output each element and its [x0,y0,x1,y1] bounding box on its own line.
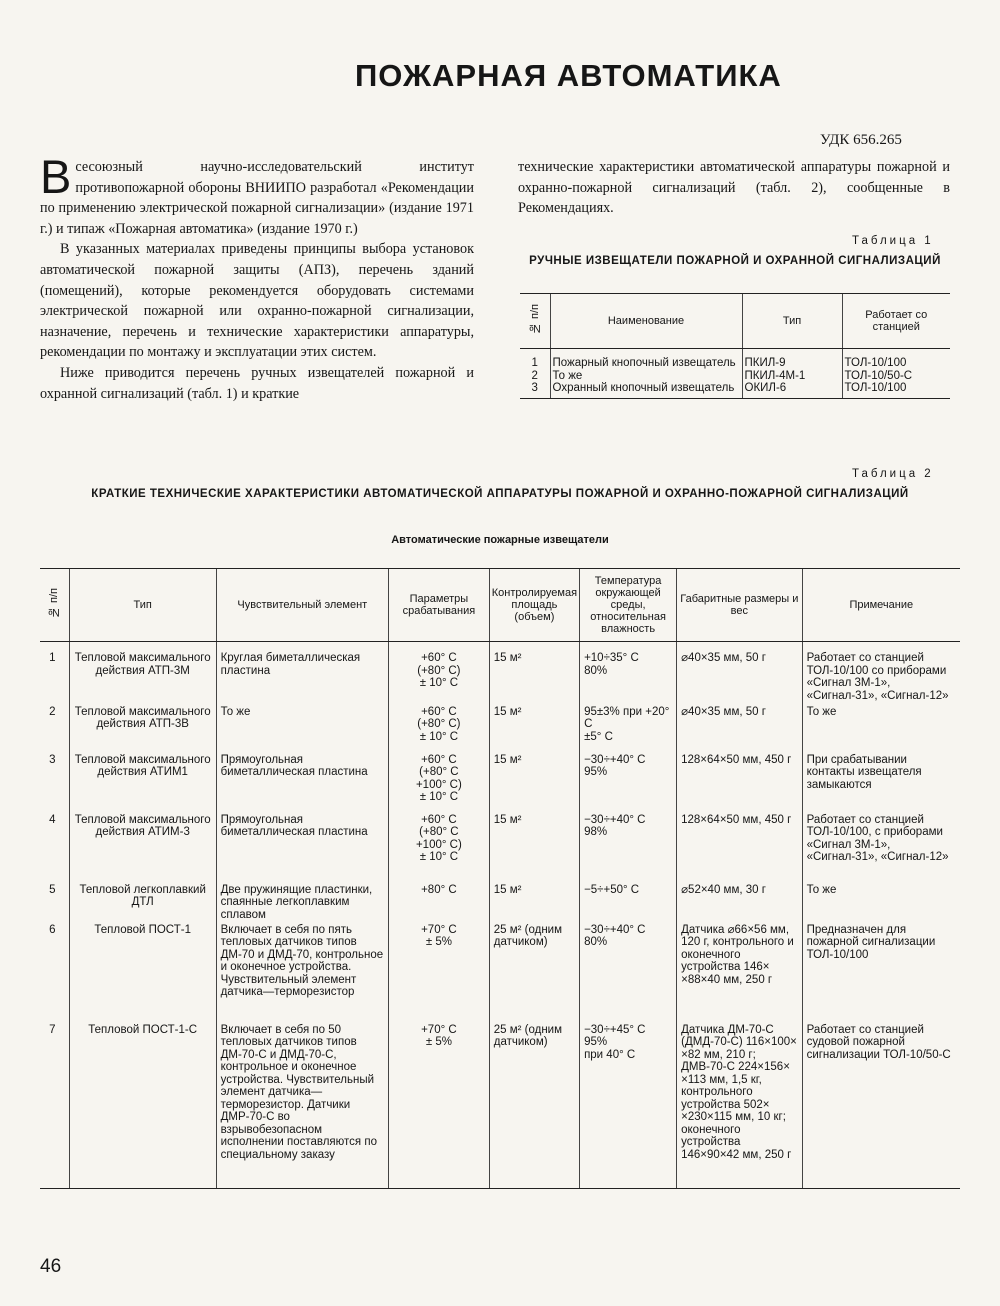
table2-header-area: Контролируемая площадь (объем) [489,569,579,642]
intro-paragraph-2: В указанных материалах приведены принципы выбора установок автоматической пожарной защиты (АПЗ), перечень зданий (помещений), которые рекомендуется оборудовать системами электрической пожарной или охранно-пожарной сигнализации, назначение, перечень и технические характеристики аппаратуры, рекомендации по монтажу и эксплуатации этих систем. [40,241,474,361]
table-cell: −5÷+50° С [580,884,677,924]
table-cell: 2 [49,705,56,718]
table-cell: Охранный кнопочный извещатель [550,382,742,398]
table-cell: Тепловой максимального действия АТП-3В [69,706,216,754]
table-cell: 25 м² (одним датчиком) [489,924,579,1024]
table-cell: ОКИЛ-6 [742,382,842,398]
table-cell: ПКИЛ-9 [742,349,842,370]
table-cell: 3 [49,753,56,766]
table-cell: То же [216,706,388,754]
table-cell: Прямоугольная биметаллическая пластина [216,754,388,814]
table2 [40,568,960,1189]
table-cell: +60° С (+80° С) ± 10° С [389,706,490,754]
table-cell: Работает со станцией ТОЛ-10/100, с приборами «Сигнал 3М-1», «Сигнал-31», «Сигнал-12» [802,814,960,884]
intro-right-column [518,157,950,219]
table-cell: 25 м² (одним датчиком) [489,1024,579,1189]
table-cell: Работает со станцией ТОЛ-10/100 со приборами «Сигнал 3М-1», «Сигнал-31», «Сигнал-12» [802,642,960,706]
table-cell: 15 м² [489,884,579,924]
table-cell: При срабатывании контакты извещателя замыкаются [802,754,960,814]
table-cell: +60° С (+80° С) ± 10° С [389,642,490,706]
table-cell: Датчика ⌀66×56 мм, 120 г, контрольного и оконечного устройства 146× ×88×40 мм, 250 г [677,924,802,1024]
table-cell: −30÷+40° С 80% [580,924,677,1024]
table2-header-params: Параметры срабатывания [389,569,490,642]
table-cell: 1 [49,652,56,664]
table1-header-num: № п/п [520,294,550,349]
table-cell: +10÷35° С 80% [580,642,677,706]
table-row [520,382,950,398]
table-cell: Тепловой максимального действия АТП-3М [69,642,216,706]
table2-header-num: № п/п [40,569,69,642]
table-row [40,1024,960,1189]
intro-left-column [40,150,474,404]
table-cell: 15 м² [489,642,579,706]
table-row [40,884,960,924]
intro-paragraph-4: технические характеристики автоматической аппаратуры пожарной и охранно-пожарной сигнализаций (табл. 2), сообщенные в Рекомендациях. [518,159,950,217]
table-row [40,754,960,814]
page-number: 46 [40,1256,62,1277]
table-cell: 2 [531,369,538,382]
table-cell: 15 м² [489,814,579,884]
table-cell: 7 [40,1024,69,1189]
table-row [520,349,950,370]
page-title: ПОЖАРНАЯ АВТОМАТИКА [355,58,782,93]
table-cell: −30÷+45° С 95% при 40° С [580,1024,677,1189]
table-cell: −30÷+40° С 95% [580,754,677,814]
udk-code: УДК 656.265 [820,132,902,148]
table-cell: 15 м² [489,754,579,814]
table-cell: 15 м² [489,706,579,754]
table-cell: Предназначен для пожарной сигнализации ТОЛ-10/100 [802,924,960,1024]
intro-paragraph-1: Всесоюзный научно-исследовательский институт противопожарной обороны ВНИИПО разработал «Рекомендации по применению электрической пожарной сигнализации» (издание 1971 г.) и типаж «Пожарная автоматика» (издание 1970 г.) [40,150,474,237]
table-cell: Пожарный кнопочный извещатель [550,349,742,370]
table1-header-type: Тип [742,294,842,349]
table-cell: +60° С (+80° С +100° С) ± 10° С [389,754,490,814]
table-row [40,642,960,706]
table2-header-note: Примечание [802,569,960,642]
table1-header-station: Работает со станцией [842,294,950,349]
table-cell: Включает в себя по пять тепловых датчиков типов ДМ-70 и ДМД-70, контрольное и оконечное устройства. Чувствительный элемент датчика—терморезистор [216,924,388,1024]
table-cell: То же [802,884,960,924]
table2-subtitle: Автоматические пожарные извещатели [391,534,609,546]
table-cell: ⌀40×35 мм, 50 г [677,706,802,754]
table-row [40,924,960,1024]
table-cell: ⌀40×35 мм, 50 г [677,642,802,706]
table-cell: ТОЛ-10/100 [842,382,950,398]
table-cell: ТОЛ-10/50-С [842,370,950,383]
table-cell: Две пружинящие пластинки, спаянные легкоплавким сплавом [216,884,388,924]
table-row [40,706,960,754]
table-row [40,814,960,884]
table2-header-dimensions: Габаритные размеры и вес [677,569,802,642]
table-cell: То же [550,370,742,383]
table-cell: 3 [520,382,550,398]
table-cell: +60° С (+80° С +100° С) ± 10° С [389,814,490,884]
table-cell: То же [802,706,960,754]
table-cell: +70° С ± 5% [389,1024,490,1189]
intro-paragraph-3: Ниже приводится перечень ручных извещателей пожарной и охранной сигнализаций (табл. 1) и краткие [40,364,474,402]
table-cell: Круглая биметаллическая пластина [216,642,388,706]
table-cell: Тепловой максимального действия АТИМ1 [69,754,216,814]
table1 [520,293,950,399]
table-cell: 1 [531,357,538,369]
table2-header-type: Тип [69,569,216,642]
table-cell: Включает в себя по 50 тепловых датчиков типов ДМ-70-С и ДМД-70-С, контрольное и оконечное устройства. Чувствительный элемент датчика—терморезистор. Датчики ДМР-70-С во взрывобезопасном исполнении поставляются по специальному заказу [216,1024,388,1189]
table-cell: ПКИЛ-4М-1 [742,370,842,383]
table-cell: Датчика ДМ-70-С (ДМД-70-С) 116×100× ×82 мм, 210 г; ДМВ-70-С 224×156× ×113 мм, 1,5 кг, контрольного устройства 502× ×230×115 мм, 10 кг; оконечного устройства 146×90×42 мм, 250 г [677,1024,802,1189]
table-row [520,370,950,383]
table1-caption: РУЧНЫЕ ИЗВЕЩАТЕЛИ ПОЖАРНОЙ И ОХРАННОЙ СИГНАЛИЗАЦИЙ [529,255,941,267]
table-cell: Тепловой максимального действия АТИМ-3 [69,814,216,884]
table-cell: 5 [49,883,56,896]
table-cell: 4 [49,813,56,826]
table2-label: Таблица 2 [852,468,934,480]
table-cell: 128×64×50 мм, 450 г [677,754,802,814]
table2-header-temperature: Температура окружающей среды, относительная влажность [580,569,677,642]
table-cell: Тепловой легкоплавкий ДТЛ [69,884,216,924]
table-cell: 128×64×50 мм, 450 г [677,814,802,884]
table-cell: Работает со станцией судовой пожарной сигнализации ТОЛ-10/50-С [802,1024,960,1189]
table1-header-name: Наименование [550,294,742,349]
table-cell: Тепловой ПОСТ-1 [69,924,216,1024]
table-cell: 6 [49,923,56,936]
table-cell: Прямоугольная биметаллическая пластина [216,814,388,884]
table2-caption: КРАТКИЕ ТЕХНИЧЕСКИЕ ХАРАКТЕРИСТИКИ АВТОМАТИЧЕСКОЙ АППАРАТУРЫ ПОЖАРНОЙ И ОХРАННО-ПОЖАРНОЙ СИГНАЛИЗАЦИЙ [91,488,909,500]
table-cell: ⌀52×40 мм, 30 г [677,884,802,924]
table-cell: +70° С ± 5% [389,924,490,1024]
table-cell: −30÷+40° С 98% [580,814,677,884]
table-cell: +80° С [389,884,490,924]
table-cell: Тепловой ПОСТ-1-С [69,1024,216,1189]
table-cell: ТОЛ-10/100 [842,349,950,370]
table1-label: Таблица 1 [852,235,934,247]
dropcap: В [40,150,72,203]
table-cell: 95±3% при +20° С ±5° С [580,706,677,754]
table2-header-element: Чувствительный элемент [216,569,388,642]
